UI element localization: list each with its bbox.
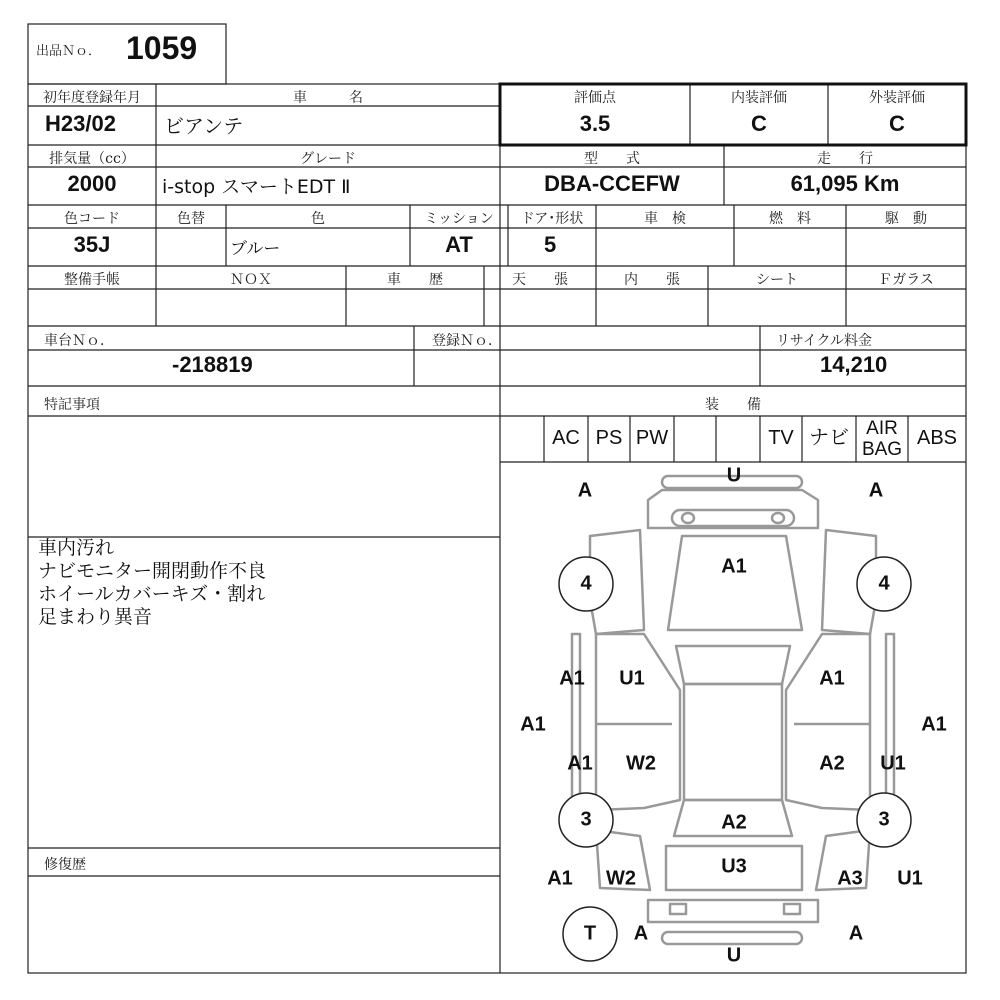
equip-airbag: AIR BAG xyxy=(861,418,903,460)
damage-mark-front-left: A xyxy=(577,479,593,502)
interior-value: C xyxy=(751,111,767,136)
door-value: 5 xyxy=(544,232,557,257)
seat-label: シート xyxy=(756,272,798,288)
roof-label: 天 張 xyxy=(512,272,568,288)
lot-number: 1059 xyxy=(126,30,198,66)
damage-mark-pillar-l: U1 xyxy=(619,667,645,690)
damage-mark-qtr-l: A1 xyxy=(547,867,573,890)
damage-mark-door-rl2: W2 xyxy=(626,752,656,775)
grade-value: i-stop スマートEDT Ⅱ xyxy=(162,176,351,198)
equip-navi: ナビ xyxy=(809,427,849,449)
repaint-label: 色替 xyxy=(177,211,205,227)
name-label: 車 名 xyxy=(293,90,363,106)
damage-mark-qtr-r: A3 xyxy=(837,867,863,890)
remark-line: ナビモニター開閉動作不良 xyxy=(38,560,267,582)
damage-mark-rear-right: A xyxy=(848,922,864,945)
door-label: ドア･形状 xyxy=(520,211,584,227)
remarks-list xyxy=(38,537,266,629)
damage-mark-side-l: A1 xyxy=(520,713,546,736)
service-label: 整備手帳 xyxy=(64,272,120,288)
damage-mark-wheel-rr: 3 xyxy=(878,808,890,831)
equip-abs: ABS xyxy=(916,427,958,449)
damage-mark-fender-l: A1 xyxy=(559,667,585,690)
damage-mark-rear-bottom: U xyxy=(726,944,742,967)
damage-mark-door-rr2: U1 xyxy=(880,752,906,775)
color-code-value: 35J xyxy=(73,232,111,257)
score-label: 評価点 xyxy=(574,90,616,106)
damage-mark-wheel-fl: 4 xyxy=(580,572,592,595)
recycle-label: リサイクル料金 xyxy=(776,333,873,349)
equip-tv: TV xyxy=(768,427,794,449)
damage-mark-qtr-r2: U1 xyxy=(897,867,923,890)
score-value: 3.5 xyxy=(579,111,611,136)
damage-mark-tailgate: U3 xyxy=(721,855,747,878)
fuel-label: 燃 料 xyxy=(769,211,811,227)
damage-mark-front-right: A xyxy=(868,479,884,502)
mission-label: ミッション xyxy=(424,211,494,227)
reg-label: 登録Ｎｏ． xyxy=(432,333,502,349)
nox-label: ＮＯＸ xyxy=(230,272,272,288)
color-label: 色 xyxy=(311,211,325,227)
grade-label: グレード xyxy=(300,151,356,167)
model-value: DBA-CCEFW xyxy=(544,171,680,196)
drive-label: 駆 動 xyxy=(885,211,927,227)
equipment-label: 装 備 xyxy=(705,397,761,413)
exterior-value: C xyxy=(889,111,905,136)
equip-ps: PS xyxy=(595,427,623,449)
equip-pw: PW xyxy=(635,427,669,449)
remark-line: ホイールカバーキズ・割れ xyxy=(38,583,266,605)
damage-mark-spare: T xyxy=(583,922,597,945)
lot-label: 出品Ｎｏ． xyxy=(36,44,102,59)
interior-label: 内装評価 xyxy=(731,90,787,106)
damage-mark-rear-left: A xyxy=(633,922,649,945)
damage-mark-roof-rear: A2 xyxy=(721,811,747,834)
damage-mark-wheel-rl: 3 xyxy=(580,808,592,831)
damage-mark-qtr-l2: W2 xyxy=(606,867,636,890)
damage-mark-fender-r: A1 xyxy=(819,667,845,690)
equip-ac: AC xyxy=(552,427,580,449)
damage-mark-door-rl: A1 xyxy=(567,752,593,775)
year-value: H23/02 xyxy=(45,111,116,136)
color-code-label: 色コード xyxy=(64,211,120,227)
interior-trim-label: 内 張 xyxy=(624,272,680,288)
color-value: ブルー xyxy=(230,239,281,259)
remark-line: 足まわり異音 xyxy=(38,606,153,628)
damage-mark-wheel-fr: 4 xyxy=(878,572,890,595)
displacement-label: 排気量（cc） xyxy=(49,151,135,167)
history-label: 車 歴 xyxy=(387,272,443,288)
remarks-label: 特記事項 xyxy=(44,397,100,413)
damage-mark-hood: A1 xyxy=(721,555,747,578)
model-label: 型 式 xyxy=(584,151,640,167)
car-name: ビアンテ xyxy=(164,114,244,138)
damage-mark-front-top: U xyxy=(726,464,742,487)
displacement-value: 2000 xyxy=(67,171,117,196)
exterior-label: 外装評価 xyxy=(869,90,925,106)
chassis-value: -218819 xyxy=(172,352,253,377)
year-label: 初年度登録年月 xyxy=(43,90,141,106)
mileage-label: 走 行 xyxy=(817,151,873,167)
damage-mark-side-r: A1 xyxy=(921,713,947,736)
remark-line: 車内汚れ xyxy=(38,537,115,559)
chassis-label: 車台Ｎｏ． xyxy=(44,333,114,349)
recycle-value: 14,210 xyxy=(820,352,888,377)
mission-value: AT xyxy=(445,232,473,257)
mileage-value: 61,095 Km xyxy=(790,171,900,196)
inspection-label: 車 検 xyxy=(644,211,686,227)
glass-label: Ｆガラス xyxy=(878,272,934,288)
repair-label: 修復歴 xyxy=(44,857,86,873)
damage-mark-door-rr: A2 xyxy=(819,752,845,775)
